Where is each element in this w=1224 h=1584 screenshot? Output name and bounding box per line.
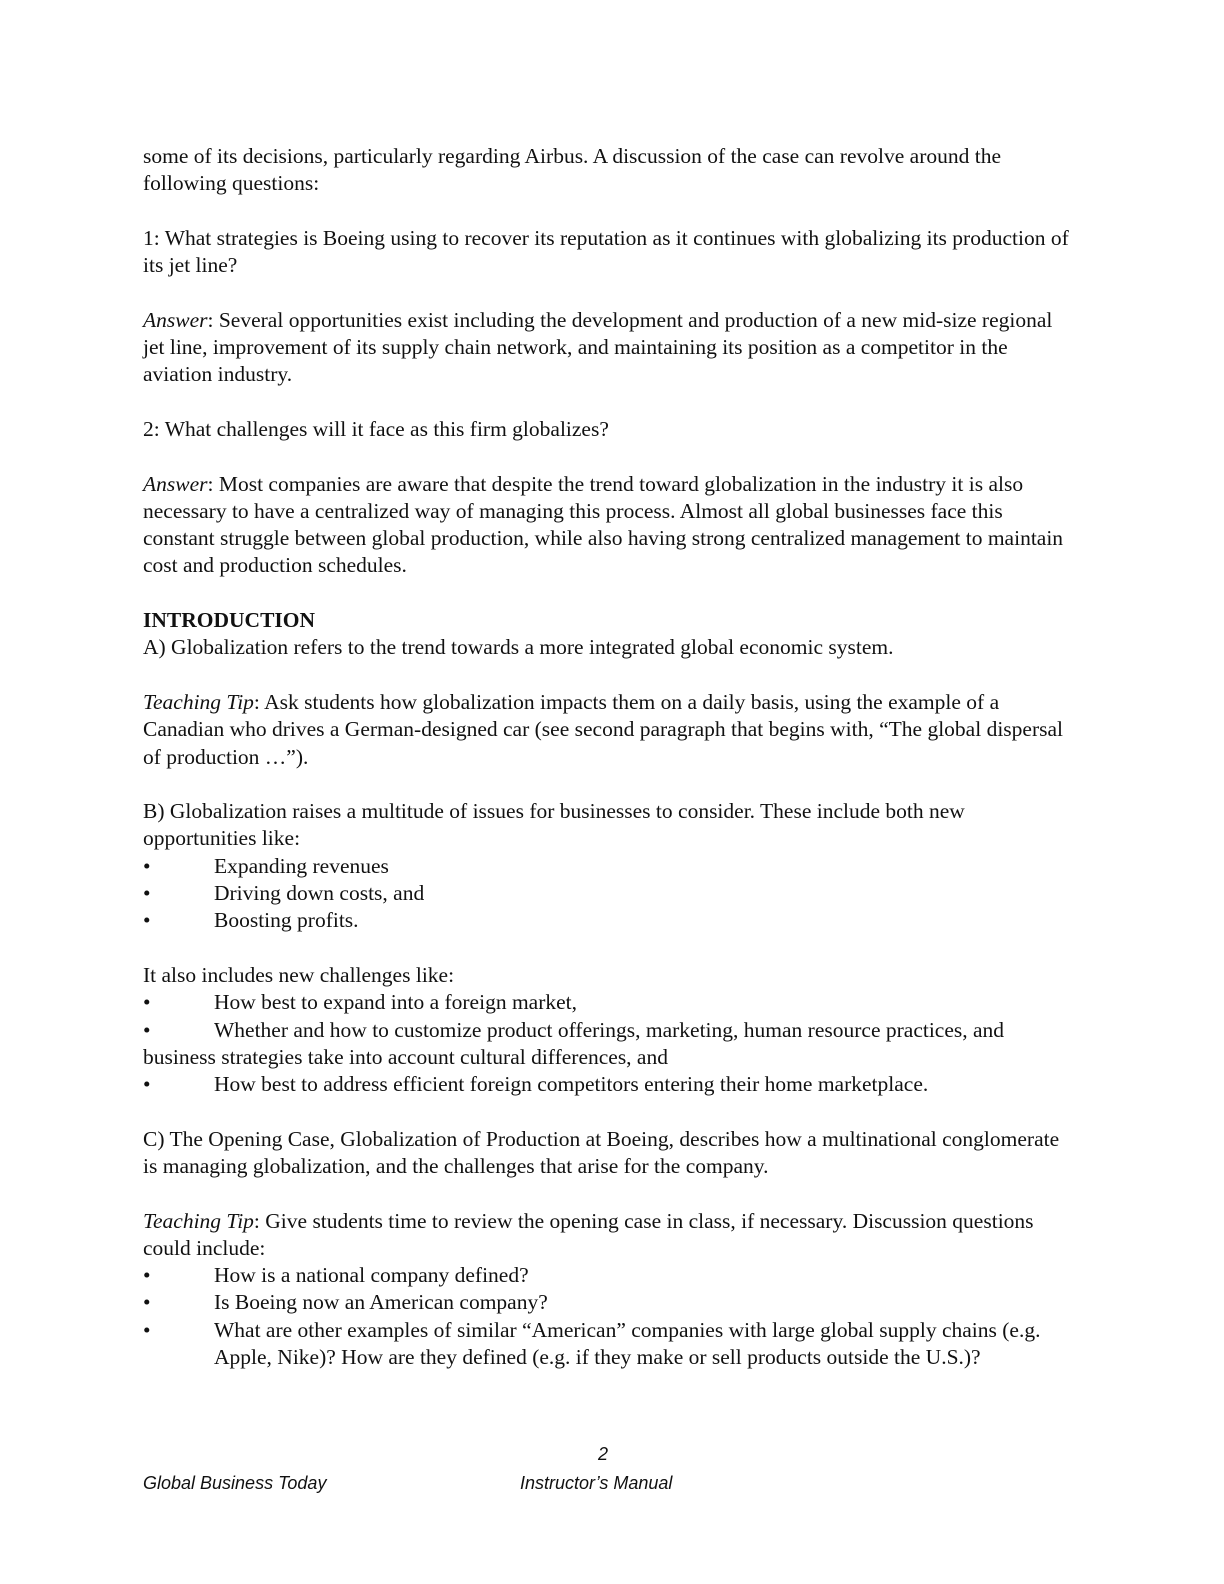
- question-1: 1: What strategies is Boeing using to recover its reputation as it continues with globalizing its production of its jet line?: [143, 225, 1069, 278]
- section-heading: INTRODUCTION: [143, 608, 316, 633]
- bullet-icon: •: [143, 1290, 151, 1315]
- list-item: • What are other examples of similar “American” companies with large global supply chains (e.g. Apple, Nike)? How are they defined (e.g. if they make or sell products outside the U.S.)?: [143, 1317, 1041, 1370]
- discussion-questions-list: [143, 1262, 1078, 1371]
- list-item: • Driving down costs, and: [143, 880, 1078, 907]
- answer-2: [143, 471, 1078, 580]
- bullet-icon: •: [143, 990, 151, 1015]
- bullet-icon: •: [143, 881, 151, 906]
- challenges-list: [143, 989, 1078, 1098]
- paragraph-a: A) Globalization refers to the trend towards a more integrated global economic system.: [143, 635, 894, 660]
- list-item: • Is Boeing now an American company?: [143, 1289, 1078, 1316]
- list-item: • Boosting profits.: [143, 907, 1078, 934]
- bullet-icon: •: [143, 1017, 151, 1042]
- question-2: 2: What challenges will it face as this firm globalizes?: [143, 416, 609, 441]
- page-number: 2: [598, 1444, 609, 1464]
- teaching-tip-label: Teaching Tip: [143, 689, 254, 714]
- list-item: • How is a national company defined?: [143, 1262, 1078, 1289]
- teaching-tip-label: Teaching Tip: [143, 1208, 254, 1233]
- list-item: • Whether and how to customize product offerings, marketing, human resource practices, and business strategies take into account cultural differences, and: [143, 1017, 1005, 1069]
- answer-text: : Several opportunities exist including the development and production of a new mid-size regional jet line, improvement of its supply chain network, and maintaining its position as a competitor in the aviation industry.: [143, 307, 1053, 387]
- bullet-icon: •: [143, 1263, 151, 1288]
- answer-label: Answer: [143, 471, 208, 496]
- page-content: [143, 143, 1078, 1371]
- answer-text: : Most companies are aware that despite the trend toward globalization in the industry it is also necessary to have a centralized way of managing this process. Almost all global businesses face this constant struggle between global production, while also having strong centralized management to maintain cost and production schedules.: [143, 471, 1064, 578]
- paragraph-b: B) Globalization raises a multitude of issues for businesses to consider. These include both new opportunities like:: [143, 799, 965, 851]
- bullet-icon: •: [143, 908, 151, 933]
- teaching-tip-2: [143, 1208, 1078, 1263]
- teaching-tip-1: [143, 689, 1078, 771]
- answer-label: Answer: [143, 307, 208, 332]
- list-item: • How best to address efficient foreign competitors entering their home marketplace.: [143, 1071, 1078, 1098]
- paragraph-c: C) The Opening Case, Globalization of Production at Boeing, describes how a multinational conglomerate is managing globalization, and the challenges that arise for the company.: [143, 1126, 1060, 1178]
- list-item: • How best to expand into a foreign market,: [143, 989, 1078, 1016]
- footer-book-title: Global Business Today: [143, 1473, 327, 1493]
- bullet-icon: •: [143, 1317, 151, 1342]
- opportunities-list: [143, 853, 1078, 935]
- teaching-tip-text: : Ask students how globalization impacts them on a daily basis, using the example of a Canadian who drives a German-designed car (see second paragraph that begins with, “The global dispersal of production …”).: [143, 689, 1063, 769]
- list-item: • Expanding revenues: [143, 853, 1078, 880]
- teaching-tip-text: : Give students time to review the opening case in class, if necessary. Discussion questions could include:: [143, 1208, 1034, 1260]
- footer-manual: Instructor’s Manual: [520, 1473, 673, 1493]
- answer-1: [143, 307, 1078, 389]
- challenges-intro: It also includes new challenges like:: [143, 962, 455, 987]
- bullet-icon: •: [143, 853, 151, 878]
- bullet-icon: •: [143, 1072, 151, 1097]
- paragraph-case-intro: some of its decisions, particularly regarding Airbus. A discussion of the case can revolve around the following questions:: [143, 144, 1001, 196]
